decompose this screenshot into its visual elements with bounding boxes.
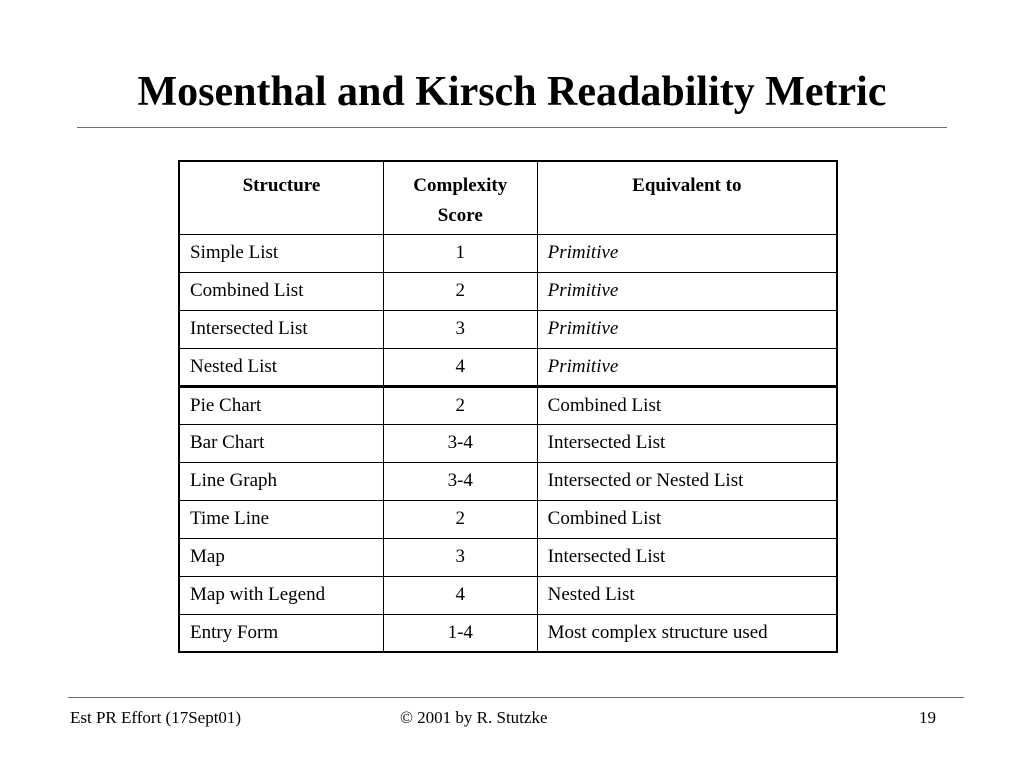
cell-equivalent: Most complex structure used bbox=[537, 614, 837, 652]
cell-structure: Line Graph bbox=[179, 462, 383, 500]
cell-structure: Simple List bbox=[179, 234, 383, 272]
cell-score: 2 bbox=[383, 500, 537, 538]
slide-title: Mosenthal and Kirsch Readability Metric bbox=[137, 69, 887, 115]
cell-score: 3-4 bbox=[383, 462, 537, 500]
table-row bbox=[179, 538, 837, 576]
cell-equivalent: Primitive bbox=[537, 348, 837, 386]
table-row bbox=[179, 576, 837, 614]
cell-equivalent: Combined List bbox=[537, 500, 837, 538]
cell-equivalent: Nested List bbox=[537, 576, 837, 614]
title-divider bbox=[77, 127, 947, 128]
cell-score: 3 bbox=[383, 310, 537, 348]
header-complexity-line2: Score bbox=[437, 205, 483, 226]
cell-structure: Nested List bbox=[179, 348, 383, 386]
table-row bbox=[179, 310, 837, 348]
table-row bbox=[179, 386, 837, 424]
header-structure: Structure bbox=[179, 161, 383, 234]
cell-structure: Pie Chart bbox=[179, 386, 383, 424]
table-header-row bbox=[179, 161, 837, 234]
table-row bbox=[179, 424, 837, 462]
cell-equivalent: Combined List bbox=[537, 386, 837, 424]
table-row bbox=[179, 462, 837, 500]
cell-score: 1 bbox=[383, 234, 537, 272]
cell-score: 4 bbox=[383, 576, 537, 614]
table-row bbox=[179, 272, 837, 310]
cell-score: 2 bbox=[383, 272, 537, 310]
cell-equivalent: Intersected List bbox=[537, 424, 837, 462]
cell-score: 4 bbox=[383, 348, 537, 386]
cell-structure: Map bbox=[179, 538, 383, 576]
cell-structure: Intersected List bbox=[179, 310, 383, 348]
header-equivalent-to: Equivalent to bbox=[537, 161, 837, 234]
cell-structure: Bar Chart bbox=[179, 424, 383, 462]
cell-equivalent: Primitive bbox=[537, 310, 837, 348]
table-row bbox=[179, 500, 837, 538]
cell-score: 2 bbox=[383, 386, 537, 424]
cell-structure: Time Line bbox=[179, 500, 383, 538]
cell-structure: Combined List bbox=[179, 272, 383, 310]
cell-equivalent: Intersected or Nested List bbox=[537, 462, 837, 500]
table-row bbox=[179, 614, 837, 652]
page-number: 19 bbox=[919, 708, 936, 727]
header-complexity-line1: Complexity bbox=[413, 175, 508, 196]
table-row bbox=[179, 234, 837, 272]
cell-structure: Entry Form bbox=[179, 614, 383, 652]
cell-score: 3 bbox=[383, 538, 537, 576]
cell-equivalent: Primitive bbox=[537, 272, 837, 310]
readability-metric-table bbox=[178, 160, 838, 653]
footer-copyright: © 2001 by R. Stutzke bbox=[400, 708, 548, 727]
cell-equivalent: Intersected List bbox=[537, 538, 837, 576]
cell-score: 3-4 bbox=[383, 424, 537, 462]
cell-score: 1-4 bbox=[383, 614, 537, 652]
table-row bbox=[179, 348, 837, 386]
cell-structure: Map with Legend bbox=[179, 576, 383, 614]
cell-equivalent: Primitive bbox=[537, 234, 837, 272]
header-complexity-score bbox=[383, 161, 537, 234]
footer-presentation-label: Est PR Effort (17Sept01) bbox=[70, 708, 242, 727]
footer-divider bbox=[68, 697, 964, 698]
